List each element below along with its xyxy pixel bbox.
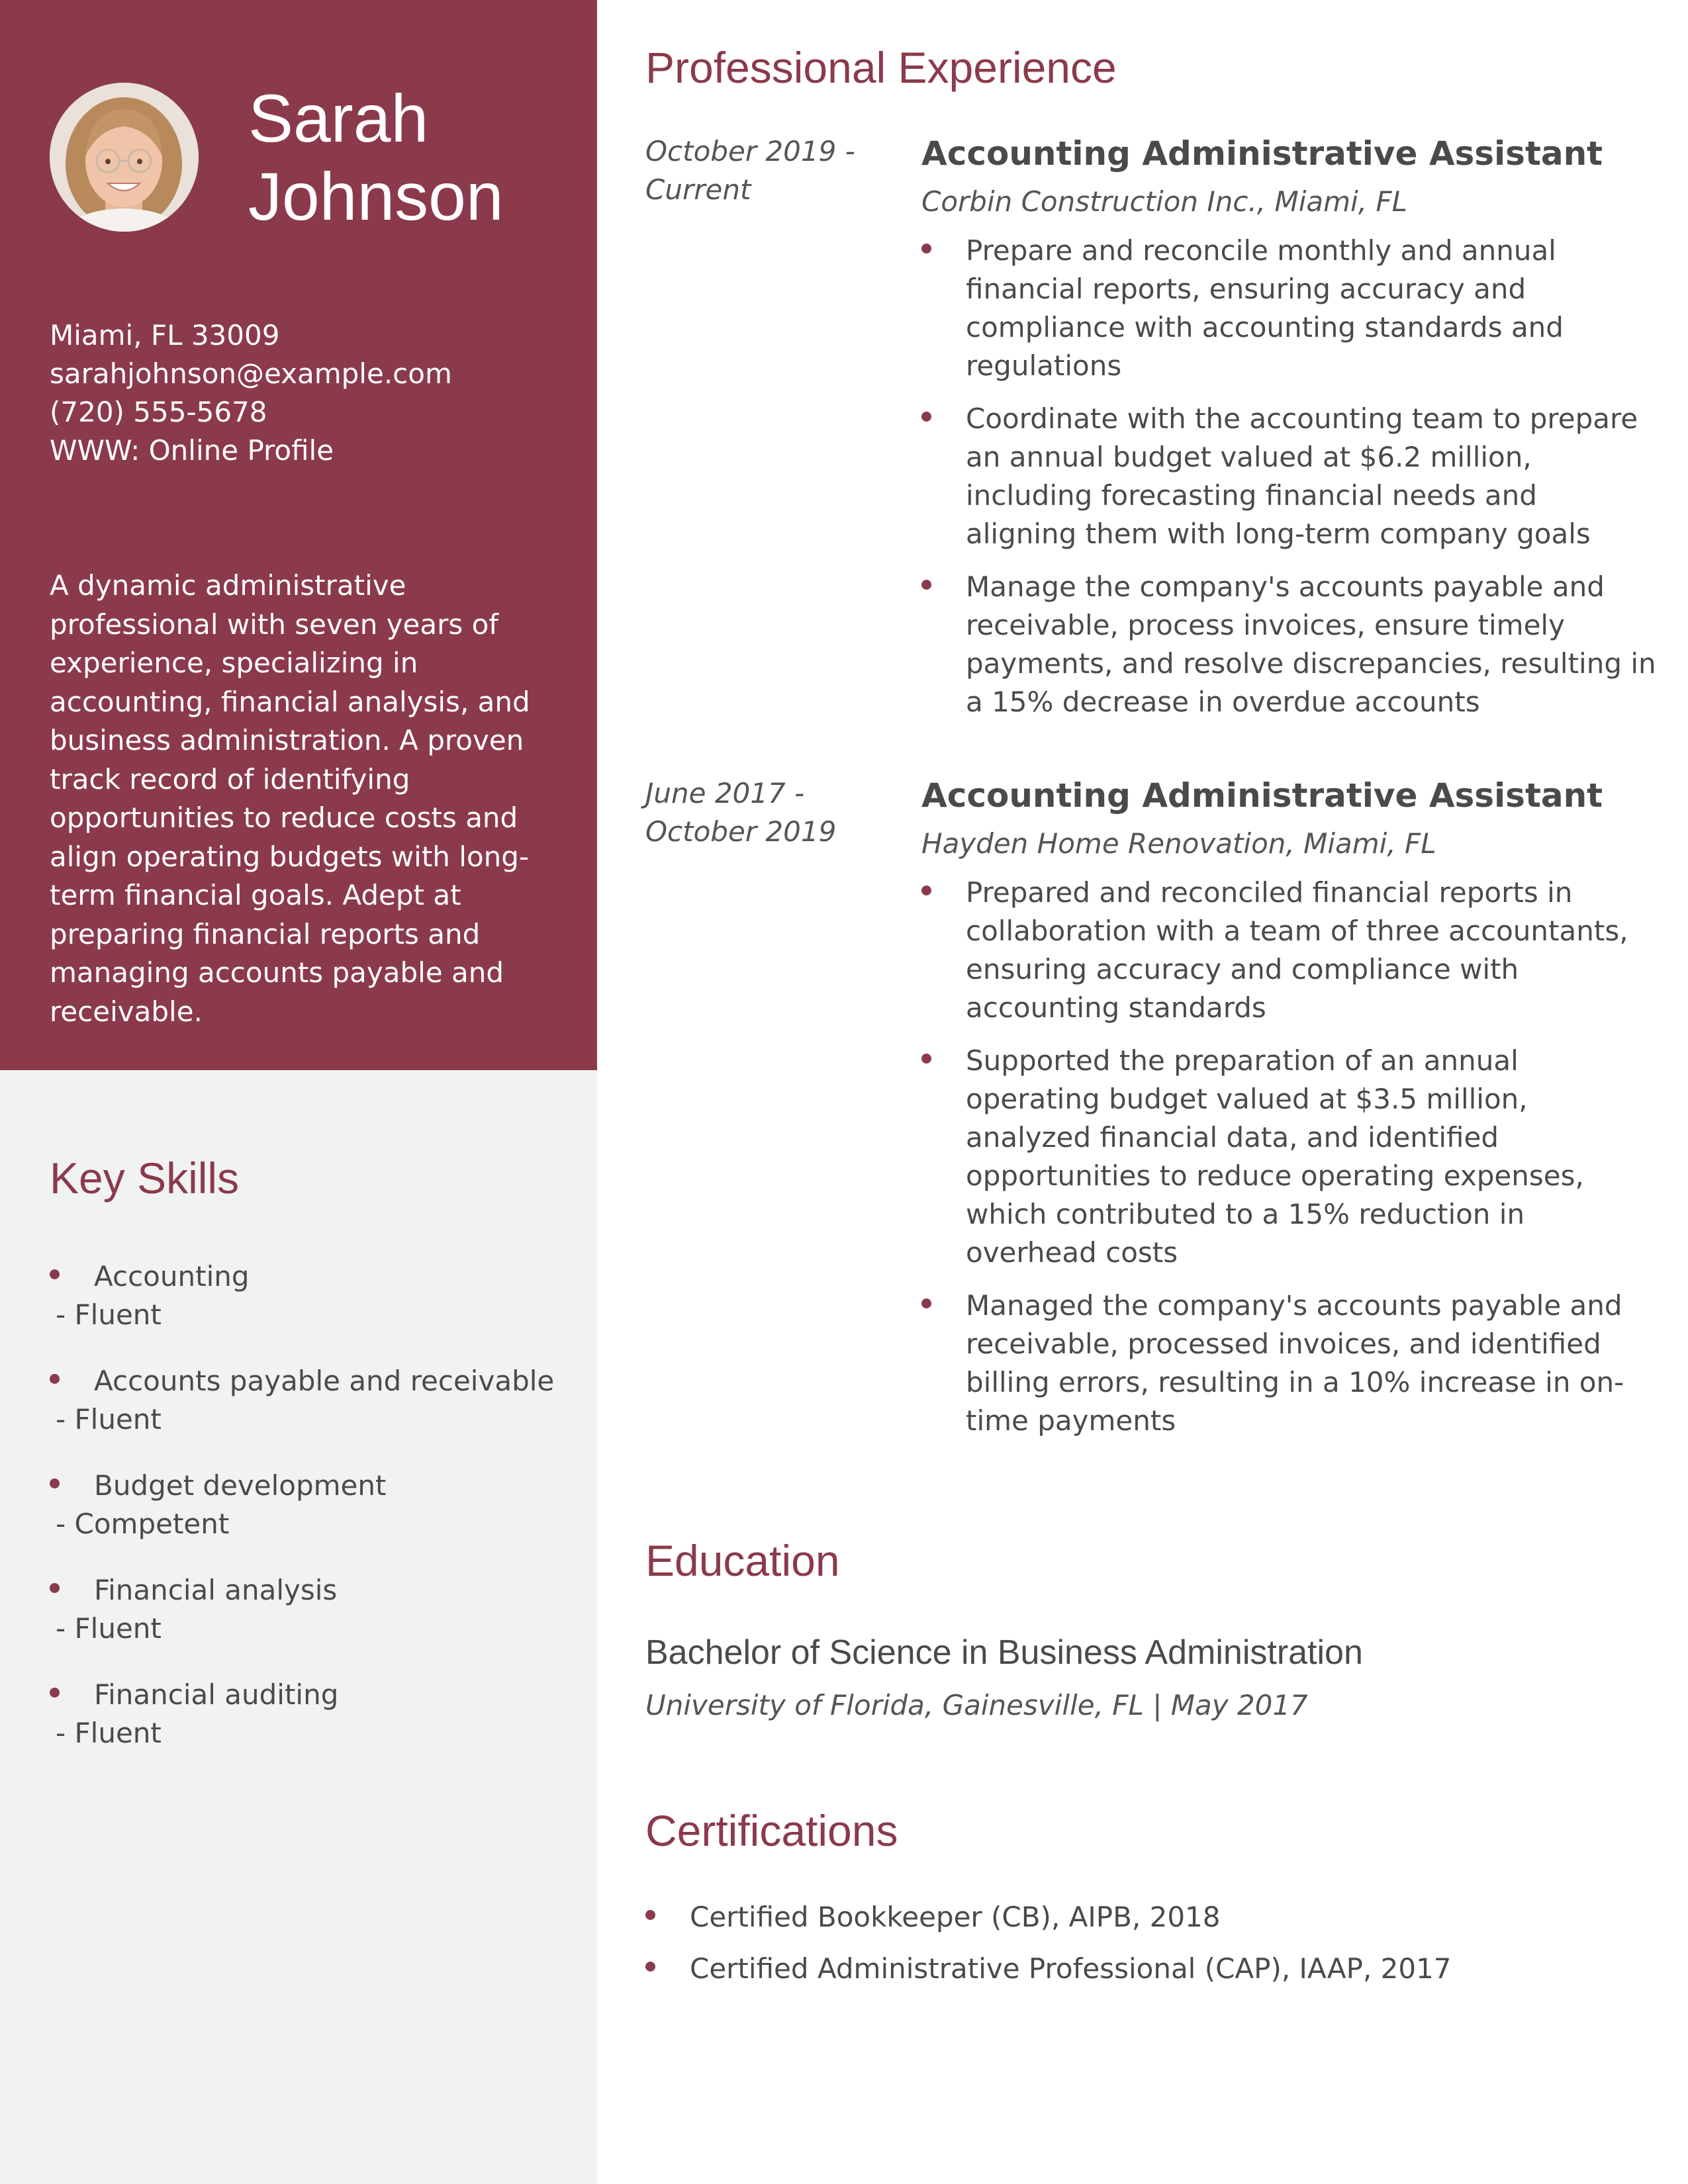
- skill-level: - Fluent: [56, 1298, 162, 1331]
- skill-name: Accounting: [94, 1260, 250, 1293]
- bullet-text: Managed the company's accounts payable and receivable, processed invoices, and identified billing errors, resulting in a 10% increase in on-time payments: [966, 1289, 1624, 1437]
- list-item: [921, 1042, 1656, 1272]
- list-item: [645, 1950, 1638, 2001]
- bullet-dot-icon: [50, 1269, 60, 1279]
- first-name: Sarah: [248, 81, 429, 156]
- education-school: University of Florida, Gainesville, FL | May 2017: [645, 1689, 1308, 1721]
- bullet-dot-icon: [921, 886, 931, 895]
- bullet-dot-icon: [50, 1479, 60, 1488]
- bullet-dot-icon: [921, 580, 931, 590]
- bullet-dot-icon: [50, 1374, 60, 1384]
- contact-email[interactable]: sarahjohnson@example.com: [50, 357, 452, 390]
- skill-item: [50, 1362, 579, 1467]
- avatar: [50, 83, 199, 232]
- job-bullets: [921, 874, 1656, 1440]
- job-dates: June 2017 - October 2019: [645, 777, 837, 848]
- list-item: [921, 232, 1656, 385]
- bullet-dot-icon: [645, 1962, 655, 1972]
- job-dates: October 2019 - Current: [645, 135, 855, 206]
- skill-level: - Competent: [56, 1508, 230, 1540]
- list-item: [645, 1898, 1638, 1950]
- bullet-text: Manage the company's accounts payable and receivable, process invoices, ensure timely payments, and resolve discrepancies, resulting in a 15% decrease in overdue accounts: [966, 570, 1656, 718]
- bullet-dot-icon: [921, 412, 931, 422]
- education-heading: Education: [645, 1536, 840, 1585]
- education-degree: Bachelor of Science in Business Administration: [645, 1633, 1363, 1672]
- bullet-dot-icon: [921, 1054, 931, 1064]
- job-company: Corbin Construction Inc., Miami, FL: [921, 185, 1407, 218]
- list-item: [921, 874, 1656, 1027]
- last-name: Johnson: [248, 159, 504, 234]
- bullet-text: Supported the preparation of an annual operating budget valued at $3.5 million, analyzed financial data, and identified opportunities to reduce operating expenses, which contributed to a 15% reduction in overhead costs: [966, 1044, 1584, 1269]
- sidebar: [0, 0, 597, 2184]
- bullet-text: Prepared and reconciled financial reports in collaboration with a team of three accountants, ensuring accuracy and compliance with accounting standards: [966, 876, 1628, 1024]
- job-details: [921, 774, 1656, 1455]
- skill-name: Financial analysis: [94, 1574, 338, 1606]
- bullet-dot-icon: [645, 1910, 655, 1920]
- job-details: [921, 132, 1656, 736]
- skill-level: - Fluent: [56, 1612, 162, 1645]
- skill-level: - Fluent: [56, 1717, 162, 1749]
- skill-item: [50, 1676, 579, 1780]
- full-name: [248, 79, 579, 236]
- skill-level: - Fluent: [56, 1403, 162, 1435]
- job-bullets: [921, 232, 1656, 721]
- list-item: [921, 1287, 1656, 1440]
- bullet-dot-icon: [50, 1583, 60, 1593]
- bullet-text: Prepare and reconcile monthly and annual financial reports, ensuring accuracy and compliance with accounting standards and regulations: [966, 234, 1564, 382]
- profile-summary: A dynamic administrative professional with seven years of experience, specializing in accounting, financial analysis, and business administration. A proven track record of identifying opportunities to reduce costs and align operating budgets with long-term financial goals. Adept at preparing financial reports and managing accounts payable and receivable.: [50, 569, 530, 1028]
- experience-heading: Professional Experience: [645, 43, 1117, 92]
- job-title: Accounting Administrative Assistant: [921, 134, 1603, 173]
- list-item: [921, 568, 1656, 721]
- skill-item: [50, 1257, 579, 1362]
- contact-website-link[interactable]: WWW: Online Profile: [50, 434, 334, 467]
- certification-text: Certified Bookkeeper (CB), AIPB, 2018: [690, 1901, 1221, 1933]
- contact-phone: (720) 555-5678: [50, 396, 267, 428]
- skill-item: [50, 1467, 579, 1571]
- skill-name: Accounts payable and receivable: [94, 1365, 555, 1397]
- skill-name: Budget development: [94, 1469, 387, 1502]
- list-item: [921, 400, 1656, 553]
- job-company: Hayden Home Renovation, Miami, FL: [921, 827, 1436, 860]
- skills-heading: Key Skills: [50, 1154, 240, 1203]
- skill-item: [50, 1571, 579, 1676]
- contact-location: Miami, FL 33009: [50, 319, 280, 351]
- avatar-photo: [50, 83, 199, 232]
- bullet-text: Coordinate with the accounting team to prepare an annual budget valued at $6.2 million, including forecasting financial needs and aligning them with long-term company goals: [966, 402, 1638, 550]
- certifications-list: [645, 1898, 1638, 2001]
- bullet-dot-icon: [50, 1688, 60, 1698]
- bullet-dot-icon: [921, 244, 931, 253]
- certification-text: Certified Administrative Professional (CAP), IAAP, 2017: [690, 1952, 1452, 1985]
- job-title: Accounting Administrative Assistant: [921, 776, 1603, 815]
- sidebar-header-panel: [0, 0, 597, 1070]
- bullet-dot-icon: [921, 1298, 931, 1308]
- skill-name: Financial auditing: [94, 1678, 339, 1711]
- certifications-heading: Certifications: [645, 1806, 898, 1855]
- contact-info: [50, 316, 566, 470]
- skills-list: [50, 1257, 579, 1780]
